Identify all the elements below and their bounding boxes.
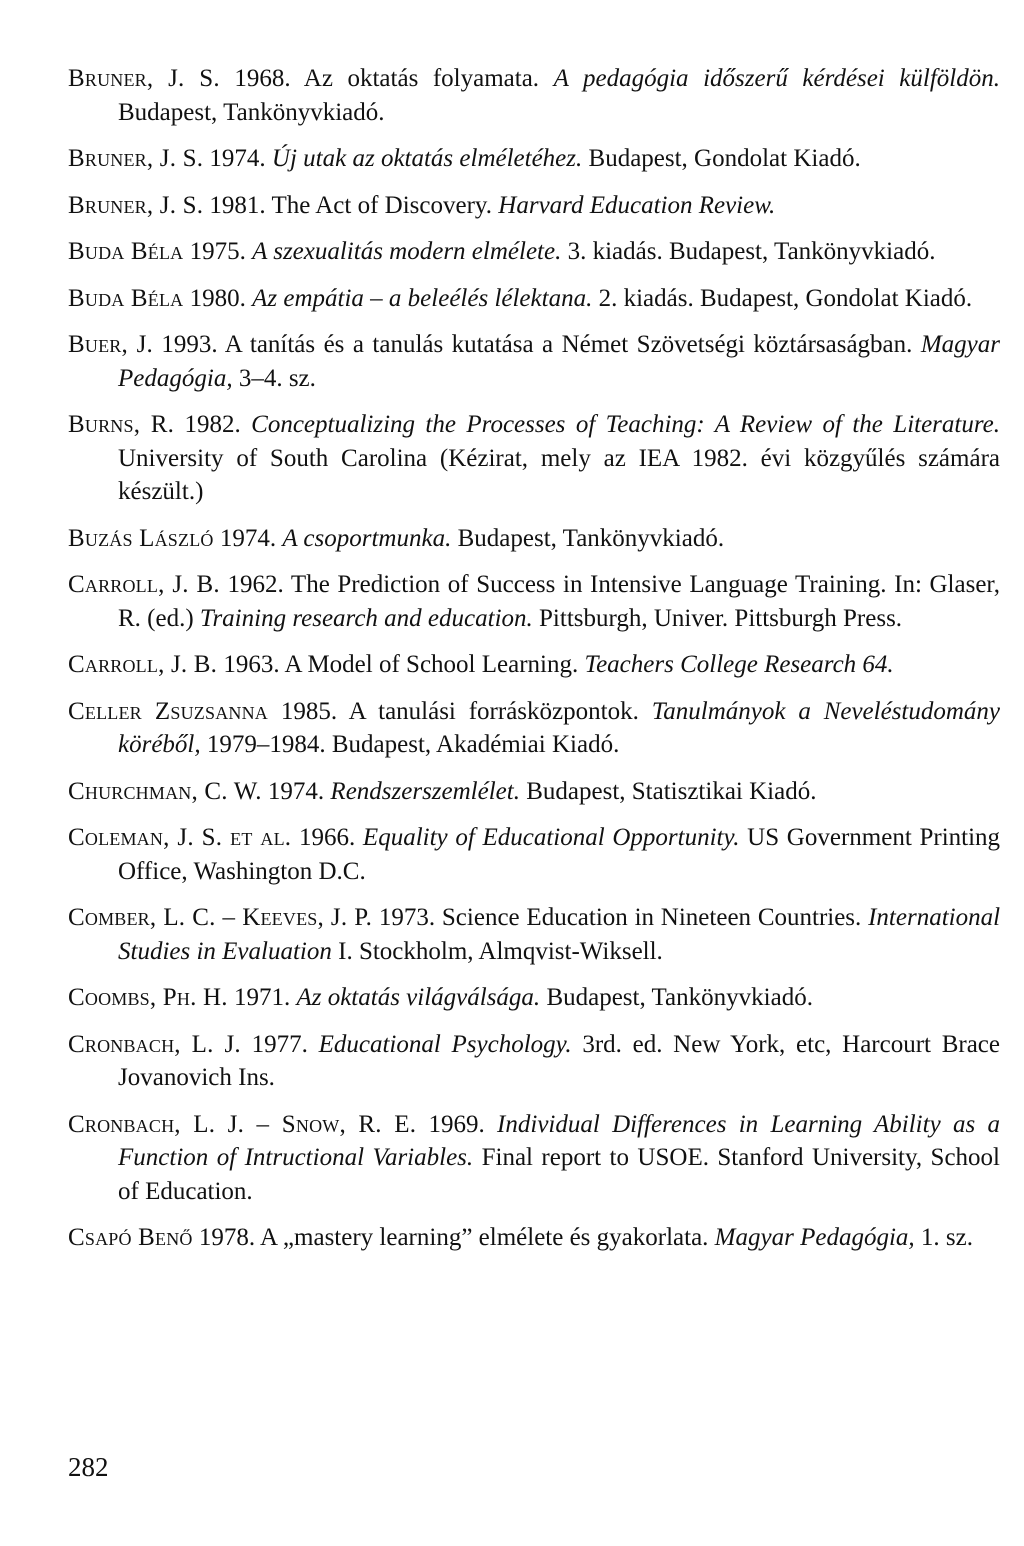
reference-title: Conceptualizing the Processes of Teaching: A Review of the Literature.: [251, 411, 1000, 438]
reference-entry: [68, 235, 1000, 269]
reference-title: A szexualitás modern elmélete.: [252, 238, 562, 265]
reference-entry: [68, 648, 1000, 682]
reference-title: International Studies in Evaluation: [118, 904, 1001, 965]
reference-author: Comber, L. C. – Keeves, J. P.: [68, 904, 373, 931]
reference-year: 1980.: [189, 284, 246, 312]
reference-author: Cronbach, L. J.: [68, 1030, 241, 1058]
reference-text: Science Education in Nineteen Countries.: [441, 904, 862, 931]
reference-publisher: US Government Printing Office, Washington D.C.: [118, 824, 1001, 885]
reference-publisher: University of South Carolina (Kézirat, mely az IEA 1982. évi közgyűlés számára készült.): [118, 444, 1000, 505]
reference-author: Buer, J.: [68, 331, 153, 358]
reference-publisher: 3–4. sz.: [238, 364, 316, 392]
reference-entry: [68, 1028, 1000, 1095]
reference-title: Rendszerszemlélet.: [330, 777, 520, 805]
reference-year: 1968.: [234, 65, 291, 92]
reference-entry: [68, 695, 1000, 762]
reference-title: Training research and education.: [199, 604, 533, 632]
reference-entry: [68, 821, 1000, 888]
reference-entry: [68, 522, 1000, 556]
reference-entry: [68, 282, 1000, 316]
reference-author: Carroll, J. B.: [68, 571, 220, 598]
reference-title: Harvard Education Review.: [498, 191, 776, 219]
reference-entry: [68, 775, 1000, 809]
reference-entry: [68, 1108, 1000, 1209]
reference-publisher: Budapest, Tankönyvkiadó.: [457, 524, 725, 552]
reference-text: The Act of Discovery.: [271, 191, 493, 219]
reference-list: [68, 62, 1000, 1268]
reference-author: Celler Zsuzsanna: [68, 697, 268, 725]
reference-publisher: 1. sz.: [920, 1224, 973, 1251]
reference-author: Coleman, J. S. et al.: [68, 824, 292, 851]
reference-author: Buda Béla: [68, 284, 184, 312]
reference-publisher: Budapest, Gondolat Kiadó.: [588, 145, 861, 172]
reference-year: 1975.: [189, 238, 246, 265]
reference-publisher: 3. kiadás. Budapest, Tankönyvkiadó.: [567, 238, 936, 265]
reference-publisher: 1979–1984. Budapest, Akadémiai Kiadó.: [206, 731, 620, 758]
reference-title: Teachers College Research 64.: [584, 651, 894, 678]
reference-text: A tanulási forrásközpontok.: [348, 697, 639, 725]
reference-title: A csoportmunka.: [282, 524, 452, 552]
reference-year: 1977.: [251, 1030, 308, 1058]
reference-year: 1985.: [280, 697, 338, 725]
reference-text: A Model of School Learning.: [284, 651, 579, 678]
reference-author: Burns, R.: [68, 411, 175, 438]
reference-year: 1974.: [267, 777, 325, 805]
reference-year: 1974.: [219, 524, 277, 552]
reference-author: Buzás László: [68, 524, 214, 552]
reference-year: 1981.: [209, 191, 266, 219]
reference-title: Tanulmányok a Neveléstudomány köréből,: [118, 697, 1001, 758]
reference-title: Az oktatás világválsága.: [296, 984, 541, 1011]
reference-author: Carroll, J. B.: [68, 651, 218, 678]
reference-year: 1974.: [209, 145, 266, 172]
reference-year: 1971.: [233, 984, 291, 1011]
reference-year: 1962.: [227, 571, 284, 598]
reference-publisher: Budapest, Tankönyvkiadó.: [118, 98, 385, 126]
reference-year: 1963.: [223, 651, 280, 678]
reference-entry: [68, 568, 1000, 635]
reference-text: A tanítás és a tanulás kutatása a Német Szövetségi köztársaságban.: [224, 331, 913, 358]
reference-entry: [68, 189, 1000, 223]
reference-publisher: 3rd. ed. New York, etc, Harcourt Brace Jovanovich Ins.: [118, 1030, 1000, 1091]
reference-entry: [68, 981, 1000, 1015]
reference-text: A „mastery learning” elmélete és gyakorlata.: [260, 1224, 709, 1251]
reference-entry: [68, 62, 1000, 129]
reference-year: 1966.: [298, 824, 356, 851]
reference-publisher: Pittsburgh, Univer. Pittsburgh Press.: [539, 604, 903, 632]
reference-entry: [68, 1221, 1000, 1255]
reference-author: Coombs, Ph. H.: [68, 984, 228, 1011]
reference-title: A pedagógia időszerű kérdései külföldön.: [553, 65, 1000, 92]
reference-entry: [68, 328, 1000, 395]
reference-text: The Prediction of Success in Intensive Language Training. In: Glaser, R. (ed.): [118, 571, 1000, 632]
reference-author: Bruner, J. S.: [68, 191, 204, 219]
reference-text: Az oktatás folyamata.: [303, 65, 540, 92]
reference-year: 1982.: [184, 411, 241, 438]
reference-author: Bruner, J. S.: [68, 65, 220, 92]
reference-year: 1969.: [428, 1110, 485, 1138]
reference-publisher: Final report to USOE. Stanford University, School of Education.: [118, 1144, 1000, 1205]
reference-entry: [68, 408, 1000, 509]
reference-entry: [68, 142, 1000, 176]
reference-title: Educational Psychology.: [318, 1030, 572, 1058]
reference-entry: [68, 901, 1000, 968]
reference-year: 1993.: [161, 331, 218, 358]
reference-title: Új utak az oktatás elméletéhez.: [271, 145, 583, 172]
reference-publisher: I. Stockholm, Almqvist-Wiksell.: [338, 937, 663, 965]
reference-publisher: Budapest, Statisztikai Kiadó.: [526, 777, 817, 805]
reference-author: Csapó Benő: [68, 1224, 193, 1251]
reference-author: Cronbach, L. J. – Snow, R. E.: [68, 1110, 417, 1138]
reference-author: Churchman, C. W.: [68, 777, 262, 805]
reference-publisher: Budapest, Tankönyvkiadó.: [546, 984, 813, 1011]
reference-year: 1978.: [198, 1224, 256, 1251]
reference-title: Magyar Pedagógia,: [118, 331, 1001, 392]
reference-title: Magyar Pedagógia,: [714, 1224, 915, 1251]
reference-title: Az empátia – a beleélés lélektana.: [252, 284, 593, 312]
reference-author: Bruner, J. S.: [68, 145, 204, 172]
reference-year: 1973.: [378, 904, 436, 931]
reference-publisher: 2. kiadás. Budapest, Gondolat Kiadó.: [598, 284, 973, 312]
page-number: 282: [68, 1452, 109, 1482]
reference-author: Buda Béla: [68, 238, 184, 265]
reference-title: Individual Differences in Learning Ability as a Function of Intructional Variables.: [118, 1110, 1001, 1171]
reference-title: Equality of Educational Opportunity.: [362, 824, 740, 851]
